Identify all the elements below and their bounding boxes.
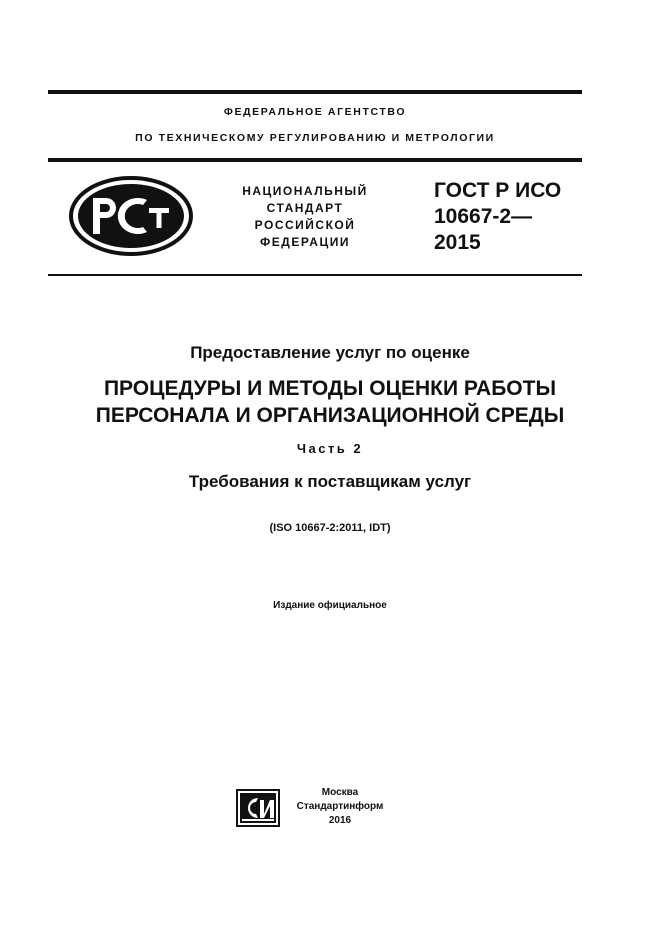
document-subject: Предоставление услуг по оценке (190, 343, 470, 362)
header-rule (48, 158, 582, 162)
rst-certification-logo-icon (69, 176, 193, 256)
designation-line: 2015 (434, 231, 481, 254)
publisher-info (292, 786, 388, 828)
document-subtitle: Требования к поставщикам услуг (188, 472, 472, 491)
national-line: НАЦИОНАЛЬНЫЙ (242, 184, 368, 198)
document-title (30, 375, 630, 429)
title-line: ПЕРСОНАЛА И ОРГАНИЗАЦИОННОЙ СРЕДЫ (95, 404, 565, 427)
title-line: ПРОЦЕДУРЫ И МЕТОДЫ ОЦЕНКИ РАБОТЫ (103, 377, 557, 400)
publisher-name: Стандартинформ (296, 801, 384, 812)
national-line: СТАНДАРТ (266, 201, 344, 215)
national-line: ФЕДЕРАЦИИ (260, 235, 350, 249)
national-standard-label (230, 183, 380, 251)
standard-block-rule (48, 274, 582, 276)
standard-designation (434, 178, 561, 256)
iso-reference: (ISO 10667-2:2011, IDT) (269, 522, 391, 534)
agency-name-line1: ФЕДЕРАЛЬНОЕ АГЕНТСТВО (223, 106, 407, 118)
top-rule (48, 90, 582, 94)
edition-note: Издание официальное (273, 600, 387, 611)
publisher-city: Москва (321, 787, 359, 798)
agency-name-line2: ПО ТЕХНИЧЕСКОМУ РЕГУЛИРОВАНИЮ И МЕТРОЛОГИИ (135, 132, 495, 144)
standartinform-logo-icon (236, 789, 280, 827)
designation-line: ГОСТ Р ИСО (434, 179, 562, 202)
publication-year: 2016 (328, 815, 352, 826)
part-number: Часть 2 (296, 441, 364, 456)
national-line: РОССИЙСКОЙ (254, 218, 356, 232)
designation-line: 10667-2— (434, 205, 533, 228)
